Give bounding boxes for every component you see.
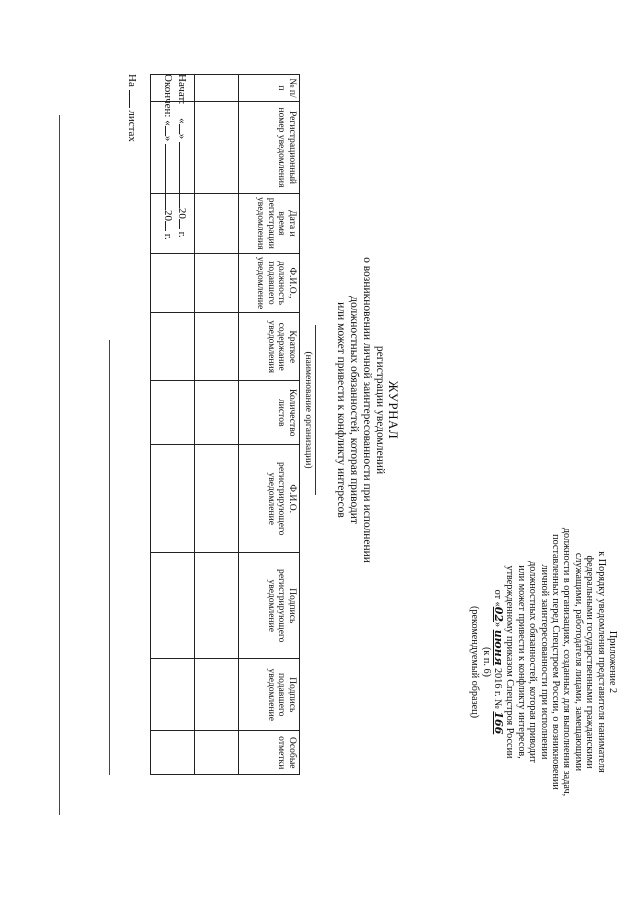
appendix-line: федеральными государственными гражданскими	[584, 555, 596, 769]
organization-fill-line	[315, 325, 316, 495]
appendix-line: служащими, работодателя лицами, замещающими	[572, 552, 584, 772]
table-cell	[195, 381, 239, 445]
appendix-line: утвержденному приказом Спецстроя России	[504, 565, 516, 759]
appendix-line: Приложение 2	[607, 630, 618, 694]
order-date-line: от «02» июня 2016 г. № 166	[491, 589, 505, 735]
column-header-line: Количество	[287, 388, 298, 437]
ended-label: Окончен:	[162, 74, 174, 118]
started-year-blank	[179, 219, 190, 229]
journal-title-block	[301, 150, 400, 670]
table-cell	[195, 75, 239, 102]
organization-caption: (наименование организации)	[303, 351, 313, 469]
appendix-line: личной заинтересованности при исполнении	[538, 564, 550, 760]
column-header	[239, 659, 300, 731]
table-cell	[151, 313, 195, 381]
column-header-line: уведомление	[265, 579, 277, 633]
table-cell	[195, 102, 239, 194]
journal-subtitle-line: должностных обязанностей, которая приводит	[348, 296, 360, 524]
column-header-line: должность	[276, 260, 288, 305]
table-cell	[195, 253, 239, 313]
column-header-line: номер уведомления	[276, 107, 288, 188]
column-header-line: регистрации	[265, 197, 277, 249]
table-cell	[151, 445, 195, 553]
journal-subtitle-line: регистрации уведомлений	[374, 345, 386, 475]
table-cell	[195, 731, 239, 775]
column-header	[239, 731, 300, 775]
table-cell	[195, 659, 239, 731]
started-day-blank	[179, 124, 190, 134]
order-number: 166	[491, 711, 505, 735]
column-header	[239, 445, 300, 553]
column-header	[239, 381, 300, 445]
appendix-line: должностных обязанностей, которая приводит	[527, 561, 539, 763]
column-header-line: уведомление	[265, 472, 277, 526]
table-cell	[195, 553, 239, 659]
order-day: 02	[491, 606, 505, 623]
table-cell	[151, 381, 195, 445]
started-line: Начат: «» 20 г.	[176, 74, 188, 238]
journal-heading: ЖУРНАЛ	[386, 380, 401, 440]
clause-ref: (к п. 6)	[480, 647, 492, 677]
table-cell	[195, 194, 239, 254]
sheets-line: На листах	[126, 74, 138, 142]
recommended-sample: (рекомендуемый образец)	[469, 606, 481, 718]
column-header-line: подавшего	[276, 673, 288, 717]
column-header	[239, 313, 300, 381]
journal-footer	[126, 74, 190, 240]
column-header-line: № п/п	[276, 78, 298, 98]
column-header	[239, 75, 300, 102]
table-cell	[151, 253, 195, 313]
appendix-line: должности в организациях, созданных для выполнения задач,	[561, 527, 573, 797]
column-header	[239, 553, 300, 659]
ended-line: Окончен: «» 20 г.	[162, 74, 174, 240]
column-header-line: листов	[276, 398, 288, 427]
column-header	[239, 253, 300, 313]
ended-day-blank	[165, 126, 176, 136]
column-header-line: регистрирующего	[276, 569, 288, 643]
column-header-line: уведомление	[265, 668, 277, 722]
column-header-line: подавшего	[265, 261, 277, 305]
appendix-line: к Порядку уведомления представителя нанимателя	[595, 551, 607, 773]
horizontal-rule	[59, 115, 60, 815]
column-header-line: Ф.И.О.	[287, 484, 298, 514]
started-month-blank	[179, 142, 190, 208]
table-cell	[195, 445, 239, 553]
ended-year-blank	[165, 221, 176, 231]
horizontal-rule	[109, 340, 110, 775]
column-header-line: Регистрационный	[287, 110, 298, 185]
column-header-line: отметки	[276, 736, 288, 770]
table-cell	[151, 553, 195, 659]
column-header-line: регистрирующего	[276, 462, 288, 536]
journal-subtitle-line: или может привести к конфликту интересов	[335, 302, 347, 518]
table-cell	[151, 731, 195, 775]
column-header-line: Подпись	[287, 677, 298, 713]
table-row	[195, 75, 239, 775]
appendix-line: поставленных перед Спецстроем России, о возникновении	[549, 534, 561, 790]
column-header-line: Подпись	[287, 588, 298, 624]
table-cell	[195, 313, 239, 381]
column-header-line: Особые	[287, 736, 298, 769]
table-header-row	[239, 75, 300, 775]
order-month: июня	[491, 629, 505, 666]
column-header-line: уведомления	[265, 320, 277, 374]
column-header	[239, 102, 300, 194]
sheets-count-blank	[129, 90, 140, 108]
ended-month-blank	[165, 144, 176, 210]
table-cell	[151, 659, 195, 731]
column-header	[239, 194, 300, 254]
started-label: Начат:	[176, 74, 188, 105]
column-header-line: Краткое	[287, 330, 298, 364]
column-header-line: Ф.И.О.,	[287, 267, 298, 299]
column-header-line: уведомления	[255, 197, 267, 250]
appendix-line: или может привести к конфликту интересов,	[515, 565, 527, 759]
journal-subtitle-line: о возникновении личной заинтересованности при исполнении	[361, 257, 373, 563]
column-header-line: Дата и время	[276, 210, 298, 237]
column-header-line: содержание	[276, 322, 288, 371]
appendix-block	[469, 512, 618, 812]
column-header-line: уведомление	[255, 256, 267, 310]
